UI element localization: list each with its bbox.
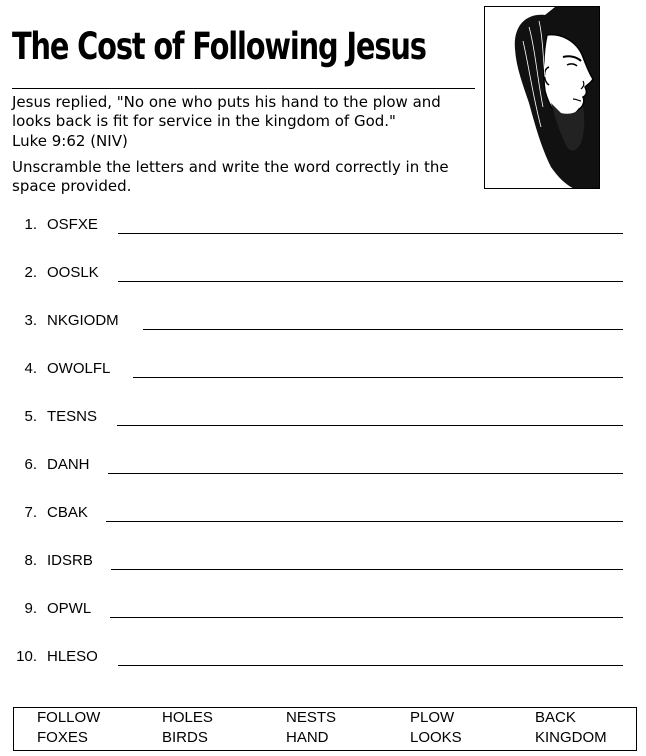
- instructions: Unscramble the letters and write the word correctly in the space provided.: [12, 158, 449, 195]
- answer-line[interactable]: [110, 617, 623, 618]
- puzzle-item: [0, 598, 646, 622]
- scrambled-word: TESNS: [47, 408, 98, 425]
- item-number: 2.: [24, 264, 37, 281]
- item-number: 9.: [24, 600, 37, 617]
- word-bank-word: PLOW: [410, 709, 455, 726]
- scrambled-word: OPWL: [47, 600, 92, 617]
- answer-line[interactable]: [118, 665, 623, 666]
- item-number: 8.: [24, 552, 37, 569]
- scrambled-word: HLESO: [47, 648, 98, 665]
- answer-line[interactable]: [111, 569, 623, 570]
- puzzle-item: [0, 310, 646, 334]
- puzzle-item: [0, 406, 646, 430]
- item-number: 7.: [24, 504, 37, 521]
- answer-line[interactable]: [108, 473, 623, 474]
- scrambled-word: NKGIODM: [47, 312, 119, 329]
- bible-verse: Jesus replied, "No one who puts his hand to the plow and looks back is fit for service in the kingdom of God.": [12, 93, 441, 130]
- verse-reference: Luke 9:62 (NIV): [12, 132, 128, 150]
- worksheet-title: The Cost of Following Jesus: [12, 25, 426, 68]
- puzzle-item: [0, 550, 646, 574]
- puzzle-item: [0, 214, 646, 238]
- scrambled-word: OSFXE: [47, 216, 98, 233]
- jesus-profile-portrait-icon: [484, 6, 600, 189]
- word-bank-word: KINGDOM: [535, 729, 607, 746]
- item-number: 1.: [24, 216, 37, 233]
- item-number: 6.: [24, 456, 37, 473]
- answer-line[interactable]: [117, 425, 623, 426]
- title-divider: [12, 88, 475, 89]
- word-bank-word: HOLES: [162, 709, 213, 726]
- word-bank-word: HAND: [286, 729, 329, 746]
- answer-line[interactable]: [133, 377, 623, 378]
- item-number: 4.: [24, 360, 37, 377]
- word-bank-word: BACK: [535, 709, 576, 726]
- item-number: 3.: [24, 312, 37, 329]
- word-bank: [13, 707, 637, 751]
- answer-line[interactable]: [118, 233, 623, 234]
- word-bank-word: NESTS: [286, 709, 337, 726]
- scrambled-word: IDSRB: [47, 552, 93, 569]
- answer-line[interactable]: [118, 281, 623, 282]
- word-bank-word: FOXES: [37, 729, 88, 746]
- scrambled-word: OOSLK: [47, 264, 99, 281]
- puzzle-item: [0, 646, 646, 670]
- scrambled-word: DANH: [47, 456, 90, 473]
- answer-line[interactable]: [106, 521, 623, 522]
- puzzle-item: [0, 502, 646, 526]
- puzzle-item: [0, 262, 646, 286]
- puzzle-item: [0, 454, 646, 478]
- scrambled-word: OWOLFL: [47, 360, 111, 377]
- word-bank-word: BIRDS: [162, 729, 208, 746]
- scrambled-word: CBAK: [47, 504, 88, 521]
- answer-line[interactable]: [143, 329, 623, 330]
- item-number: 5.: [24, 408, 37, 425]
- word-bank-word: LOOKS: [410, 729, 462, 746]
- puzzle-item: [0, 358, 646, 382]
- item-number: 10.: [16, 648, 37, 665]
- word-bank-word: FOLLOW: [37, 709, 101, 726]
